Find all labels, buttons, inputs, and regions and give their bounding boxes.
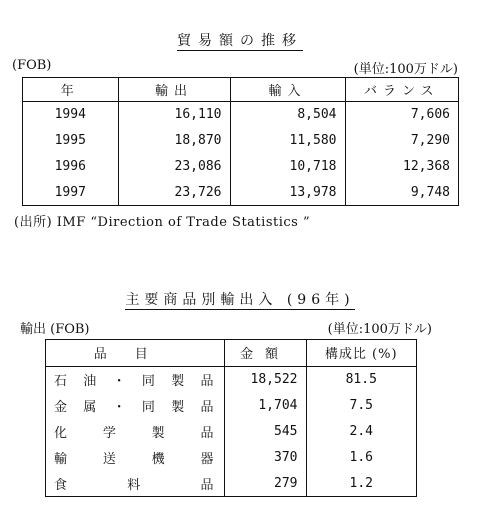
exports-cell: 23,726 bbox=[118, 179, 230, 205]
column-header-exports: 輸出 bbox=[118, 78, 230, 101]
column-header-item: 品目 bbox=[93, 347, 176, 363]
trade-unit-label: (単位:100万ドル) bbox=[353, 62, 458, 77]
product-title: 主要商品別輸出入 (96年) bbox=[125, 292, 355, 308]
item-cell: 食料品 bbox=[54, 477, 216, 493]
year-cell: 1995 bbox=[54, 132, 86, 148]
imports-cell: 10,718 bbox=[230, 153, 345, 179]
item-cell: 化学製品 bbox=[54, 425, 216, 441]
source-note: (出所) IMF “Direction of Trade Statistics ” bbox=[14, 215, 311, 230]
table-row bbox=[46, 470, 416, 496]
amount-cell: 1,704 bbox=[224, 392, 306, 418]
amount-cell: 370 bbox=[224, 444, 306, 470]
table-row bbox=[23, 127, 458, 153]
balance-cell: 7,290 bbox=[345, 127, 458, 153]
product-basis-label: 輸出 (FOB) bbox=[20, 322, 90, 337]
year-cell: 1996 bbox=[54, 158, 86, 174]
item-cell: 輸送機器 bbox=[54, 451, 216, 467]
table-row bbox=[46, 444, 416, 470]
trade-table-header bbox=[23, 78, 458, 101]
item-cell: 金属・同製品 bbox=[54, 399, 216, 415]
balance-cell: 7,606 bbox=[345, 101, 458, 127]
exports-cell: 18,870 bbox=[118, 127, 230, 153]
table-row bbox=[46, 366, 416, 392]
imports-cell: 8,504 bbox=[230, 101, 345, 127]
product-table bbox=[46, 340, 416, 496]
column-header-balance: バランス bbox=[345, 78, 458, 101]
share-cell: 7.5 bbox=[306, 392, 416, 418]
table-row bbox=[23, 101, 458, 127]
column-header-share: 構成比 (%) bbox=[306, 340, 416, 366]
amount-cell: 18,522 bbox=[224, 366, 306, 392]
amount-cell: 545 bbox=[224, 418, 306, 444]
balance-cell: 12,368 bbox=[345, 153, 458, 179]
trade-title: 貿易額の推移 bbox=[177, 33, 303, 49]
amount-cell: 279 bbox=[224, 470, 306, 496]
table-row bbox=[46, 392, 416, 418]
share-cell: 81.5 bbox=[306, 366, 416, 392]
share-cell: 2.4 bbox=[306, 418, 416, 444]
table-row bbox=[46, 418, 416, 444]
product-unit-label: (単位:100万ドル) bbox=[327, 322, 432, 337]
column-header-year: 年 bbox=[60, 83, 80, 99]
table-row bbox=[23, 179, 458, 205]
column-header-imports: 輸入 bbox=[230, 78, 345, 101]
exports-cell: 23,086 bbox=[118, 153, 230, 179]
product-table-header bbox=[46, 340, 416, 366]
trade-table bbox=[23, 78, 458, 205]
share-cell: 1.2 bbox=[306, 470, 416, 496]
share-cell: 1.6 bbox=[306, 444, 416, 470]
table-row bbox=[23, 153, 458, 179]
imports-cell: 11,580 bbox=[230, 127, 345, 153]
trade-basis-label: (FOB) bbox=[12, 58, 52, 73]
year-cell: 1997 bbox=[54, 184, 86, 200]
column-header-amount: 金額 bbox=[224, 340, 306, 366]
item-cell: 石油・同製品 bbox=[54, 373, 216, 389]
year-cell: 1994 bbox=[54, 106, 86, 122]
exports-cell: 16,110 bbox=[118, 101, 230, 127]
imports-cell: 13,978 bbox=[230, 179, 345, 205]
balance-cell: 9,748 bbox=[345, 179, 458, 205]
